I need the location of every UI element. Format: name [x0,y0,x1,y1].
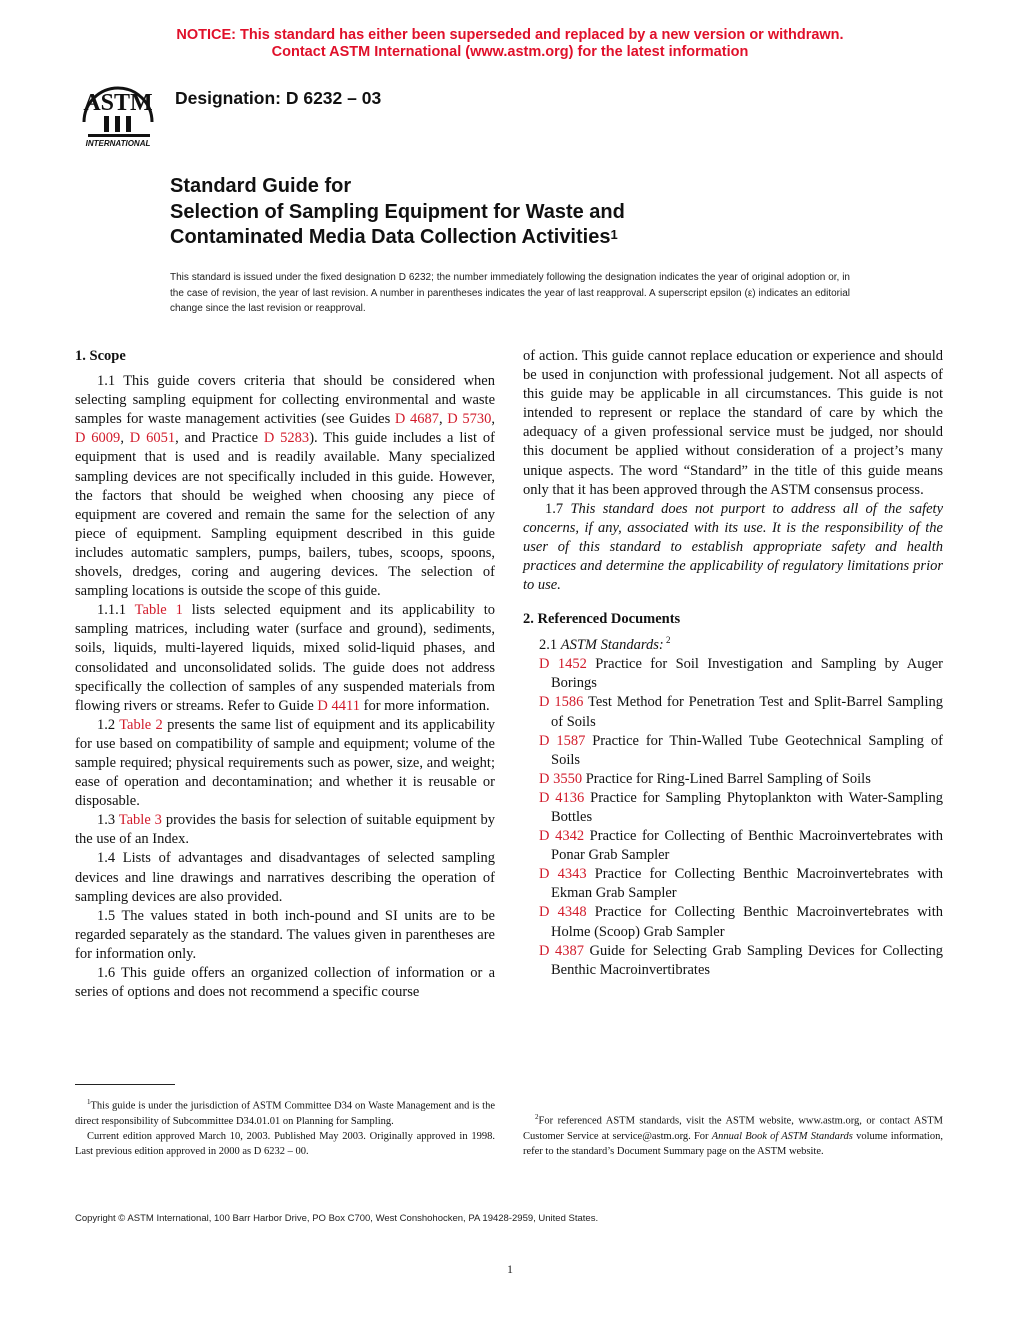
footnote-1-approval: Current edition approved March 10, 2003. Published May 2003. Originally approved in 1998. Last previous edition approved in 2000 as D 6232 – 00. [75,1131,495,1158]
table-2-link[interactable]: Table 2 [119,716,163,733]
section-1-heading: 1. Scope [75,348,126,364]
reference-item [523,770,943,789]
reference-title: Practice for Collecting of Benthic Macroinvertebrates with Ponar Grab Sampler [551,828,943,864]
paragraph-1-1: 1.1 This guide covers criteria that should be considered when selecting sampling equipment for collecting environmental and waste samples for waste management activities (see Guides D 4687, D 5730, D 6009, D 6051, and Practice D 5283). This guide includes a list of equipment that is used and is readily available. Many specialized sampling devices are not specifically included in this guide. However, the factors that should be weighed when choosing any piece of equipment are covered and remain the same for the selection of any piece of equipment. Sampling equipment described in this guide includes automatic samplers, pumps, bailers, tubes, scoops, spoons, shovels, dredges, coring and augering devices. The selection of sampling locations is outside the scope of this guide. [75,373,495,600]
paragraph-1-4: 1.4 Lists of advantages and disadvantages of selected sampling devices and line drawings and narratives describing the operation of sampling devices are also provided. [75,850,495,905]
reference-code-link[interactable]: D 4343 [539,866,587,883]
reference-code-link[interactable]: D 4136 [539,789,585,806]
footnote-1-mark: 1 [87,1098,91,1106]
reference-item [523,732,943,770]
astm-logo-icon [74,72,162,152]
paragraph-1-1-1 [75,601,495,716]
p1-7-number: 1.7 [545,500,571,517]
title-line-1: Standard Guide for [170,175,352,197]
footnote-2-mark: 2 [535,1113,539,1121]
p1-1-text-c: ). This guide includes a list of equipment that is used and is readily available. Many specialized sampling devices are not specifically included in this guide. However, the factors that should be weighed when choosing any piece of equipment are covered and remain the same for the selection of any piece of equipment. Sampling equipment described in this guide includes automatic samplers, pumps, bailers, tubes, scoops, spoons, shovels, dredges, coring and augering devices. The selection of sampling locations is outside the scope of this guide. [75,430,495,600]
reference-item [523,789,943,827]
ref-link-d4687[interactable]: D 4687 [394,411,439,428]
title-line-3 [170,225,890,251]
title-line-2: Selection of Sampling Equipment for Waste and [170,200,625,223]
reference-title: Guide for Selecting Grab Sampling Devices for Collecting Benthic Macroinvertibrates [551,942,943,978]
title-footnote-mark: 1 [610,227,618,242]
ref-link-d5730[interactable]: D 5730 [447,411,492,428]
document-title [170,174,890,251]
ref-sub-number: 2.1 [539,637,561,654]
ref-link-d5283[interactable]: D 5283 [263,430,310,447]
p1-3-text-a: 1.3 [97,812,119,829]
footnote-2-italic: Annual Book of ASTM Standards [711,1130,853,1142]
title-line-3-text: Contaminated Media Data Collection Activities [170,226,611,248]
reference-code-link[interactable]: D 1452 [539,656,587,673]
astm-logo [74,72,162,152]
paragraph-1-7 [523,500,943,595]
right-column [523,347,943,980]
ref-link-d4411[interactable]: D 4411 [317,697,360,714]
ref-sub-footnote-mark: 2 [663,635,671,646]
designation: Designation: D 6232 – 03 [175,88,382,108]
reference-code-link[interactable]: D 4387 [539,942,584,959]
p1-1-1-text-a: 1.1.1 [97,602,135,619]
copyright: Copyright © ASTM International, 100 Barr Harbor Drive, PO Box C700, West Conshohocken, PA 19428-2959, United States. [75,1213,599,1224]
p1-1-1-text-b: lists selected equipment and its applicability to sampling matrices, including water (surface and ground), sediments, soils, liquids, multi-layered liquids, mixed solid-liquid phases, and consolidated and unconsolidated solids. The guide does not address specifically the collection of samples of any suspended materials from flowing rivers or streams. Refer to Guide [75,602,495,714]
footnotes-left [75,1095,495,1160]
notice-line-2: Contact ASTM International (www.astm.org) for the latest information [271,44,749,60]
reference-item [523,865,943,903]
reference-code-link[interactable]: D 4348 [539,904,587,921]
issued-note: This standard is issued under the fixed designation D 6232; the number immediately following the designation indicates the year of original adoption or, in the case of revision, the year of last revision. A number in parentheses indicates the year of last reapproval. A superscript epsilon (ε) indicates an editorial change since the last revision or reapproval. [170,272,850,314]
reference-title: Practice for Collecting Benthic Macroinvertebrates with Ekman Grab Sampler [551,866,943,902]
footnote-1-text: This guide is under the jurisdiction of ASTM Committee D34 on Waste Management and is the direct responsibility of Subcommittee D34.01.01 on Planning for Sampling. [75,1100,495,1127]
withdrawal-notice [0,27,1020,61]
notice-line-1: NOTICE: This standard has either been superseded and replaced by a new version or withdrawn. [176,27,844,43]
reference-title: Practice for Collecting Benthic Macroinvertebrates with Holme (Scoop) Grab Sampler [551,904,943,940]
p1-7-text: This standard does not purport to address all of the safety concerns, if any, associated with its use. It is the responsibility of the user of this standard to establish appropriate safety and health practices and determine the applicability of regulatory limitations prior to use. [523,500,944,594]
paragraph-1-6-start: 1.6 This guide offers an organized collection of information or a series of options and does not recommend a specific course [75,965,495,1001]
footnote-2-text-b: volume information, refer to the standard’s Document Summary page on the ASTM website. [523,1130,943,1158]
reference-item [523,942,943,980]
reference-title: Practice for Soil Investigation and Sampling by Auger Borings [551,656,943,692]
reference-item [523,655,943,693]
page-number: 1 [507,1262,513,1276]
reference-list [523,655,943,980]
reference-title: Practice for Thin-Walled Tube Geotechnical Sampling of Soils [551,732,943,768]
reference-code-link[interactable]: D 1587 [539,732,586,749]
left-column [75,347,495,1002]
paragraph-1-2 [75,716,495,811]
reference-item [523,827,943,865]
p1-3-text-b: provides the basis for selection of suitable equipment by the use of an Index. [75,812,495,848]
reference-code-link[interactable]: D 1586 [539,694,584,711]
p1-2-text-b: presents the same list of equipment and its applicability for use based on compatibility of sample and equipment; volume of the sample required; physical requirements such as power, size, and weight; ease of operation and decontamination; and whether it is reusable or disposable. [75,716,495,810]
table-3-link[interactable]: Table 3 [118,812,162,829]
p1-1-text-a: 1.1 This guide covers criteria that should be considered when selecting sampling equipment for collecting environmental and waste samples for waste management activities (see Guides [75,373,495,428]
footnote-rule-left [75,1084,175,1085]
astm-standards-subheading [523,631,943,655]
p1-2-text-a: 1.2 [97,716,120,733]
footnote-2-text-a: For referenced ASTM standards, visit the ASTM website, www.astm.org, or contact ASTM Customer Service at service@astm.org. For [523,1115,943,1142]
logo-text-astm: ASTM [83,90,153,116]
paragraph-1-3 [75,811,495,849]
reference-title: Practice for Sampling Phytoplankton with Water-Sampling Bottles [551,789,943,825]
ref-link-d6009[interactable]: D 6009 [75,430,121,447]
ref-sub-label: ASTM Standards: [560,637,664,654]
reference-title: Test Method for Penetration Test and Split-Barrel Sampling of Soils [551,694,943,730]
p1-1-1-text-c: for more information. [359,697,490,714]
reference-item [523,903,943,941]
reference-item [523,693,943,731]
ref-link-d6051[interactable]: D 6051 [129,430,176,447]
logo-text-international: INTERNATIONAL [85,139,151,148]
footnote-2 [523,1110,943,1159]
reference-code-link[interactable]: D 3550 [539,770,583,787]
reference-code-link[interactable]: D 4342 [539,828,585,845]
reference-title: Practice for Ring-Lined Barrel Sampling of Soils [582,770,871,787]
footnotes-right [523,1110,943,1159]
table-1-link[interactable]: Table 1 [134,602,183,619]
footnote-1 [75,1095,495,1129]
paragraph-1-5: 1.5 The values stated in both inch-pound and SI units are to be regarded separately as the standard. The values given in parentheses are for information only. [75,907,495,962]
paragraph-1-6-continued: of action. This guide cannot replace education or experience and should be used in conjunction with professional judgement. Not all aspects of this guide may be applicable in all circumstances. This guide is not intended to represent or replace the standard of care by which the adequacy of a given professional service must be judged, nor should this document be applied without consideration of a project’s many unique aspects. The word “Standard” in the title of this guide means only that it has been approved through the ASTM consensus process. [523,348,943,498]
p1-1-text-b: , and Practice [175,430,264,447]
section-2-heading: 2. Referenced Documents [523,611,681,628]
